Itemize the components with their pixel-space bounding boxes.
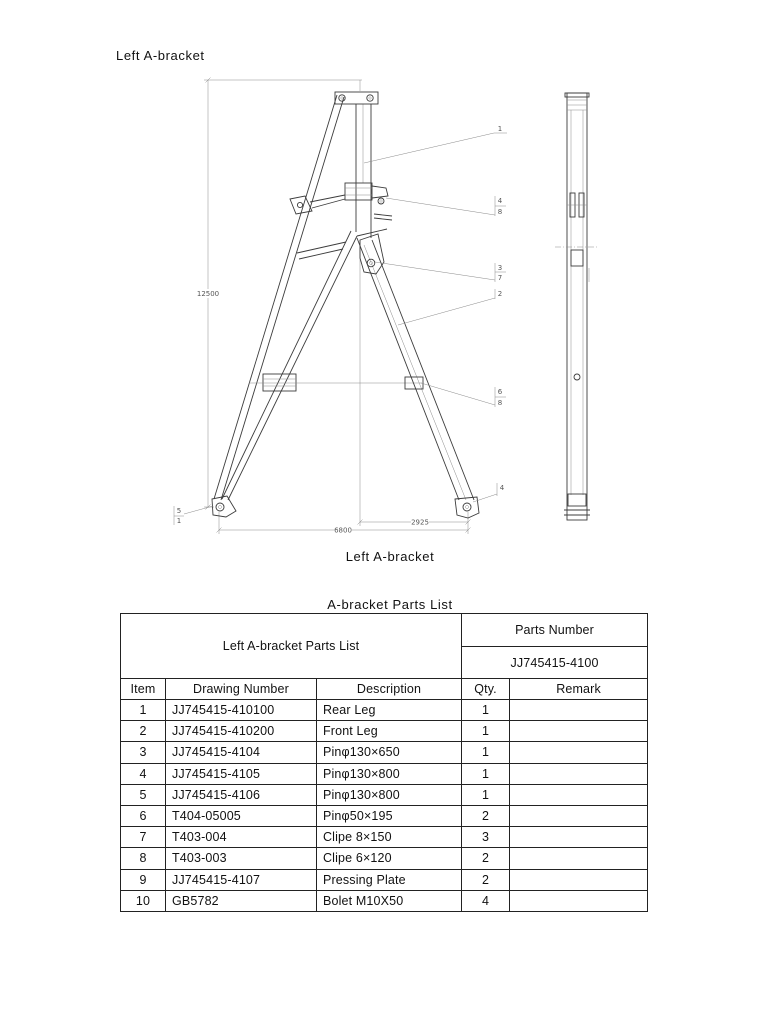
left-lug-pin xyxy=(297,202,302,207)
drawing-number-cell: JJ745415-4105 xyxy=(166,763,317,784)
post-right-lug xyxy=(372,186,388,198)
remark-cell xyxy=(510,805,648,826)
left-lug-plate xyxy=(290,196,312,214)
callout-3 xyxy=(375,262,506,282)
drawing-number-cell: T404-05005 xyxy=(166,805,317,826)
callout-3-leader xyxy=(375,262,495,280)
callout-5-label-bottom: 8 xyxy=(497,399,503,407)
left-foot-pin xyxy=(216,503,224,511)
remark-cell xyxy=(510,784,648,805)
item-cell: 5 xyxy=(121,784,166,805)
description-cell: Pinφ130×800 xyxy=(317,784,462,805)
front-leg-right-edge xyxy=(372,240,474,500)
callout-2 xyxy=(386,196,506,216)
callout-6 xyxy=(473,483,505,502)
item-cell: 1 xyxy=(121,700,166,721)
remark-cell xyxy=(510,890,648,911)
drawing-caption: Left A-bracket xyxy=(345,549,435,564)
height-dimension-label: 12500 xyxy=(196,290,220,298)
item-cell: 7 xyxy=(121,827,166,848)
description-cell: Front Leg xyxy=(317,721,462,742)
side-view-apex-block xyxy=(571,250,583,266)
callout-2-label-bottom: 8 xyxy=(497,208,503,216)
remark-cell xyxy=(510,827,648,848)
top-pin-right-hole xyxy=(369,97,371,99)
drawing-number-cell: JJ745415-4107 xyxy=(166,869,317,890)
callout-1-label: 1 xyxy=(497,125,503,133)
side-view xyxy=(555,93,599,520)
drawing-number-cell: GB5782 xyxy=(166,890,317,911)
drawing-number-cell: T403-003 xyxy=(166,848,317,869)
table-row xyxy=(121,784,648,805)
side-view-foot-block xyxy=(568,494,586,506)
table-row xyxy=(121,721,648,742)
description-cell: Bolet M10X50 xyxy=(317,890,462,911)
callout-7 xyxy=(174,506,213,525)
side-view-top-cap xyxy=(565,93,589,97)
table-row xyxy=(121,742,648,763)
header-item: Item xyxy=(121,679,166,700)
rear-leg-outer-chord xyxy=(214,95,337,499)
callout-3-label-top: 3 xyxy=(497,264,503,272)
callout-7-leader xyxy=(184,506,213,514)
drawing-number-cell: JJ745415-410100 xyxy=(166,700,317,721)
item-cell: 8 xyxy=(121,848,166,869)
callout-1 xyxy=(364,125,507,163)
header-qty: Qty. xyxy=(462,679,510,700)
table-row xyxy=(121,700,648,721)
drawing-number-cell: JJ745415-4104 xyxy=(166,742,317,763)
item-cell: 2 xyxy=(121,721,166,742)
side-view-body xyxy=(567,93,587,520)
span-dimension-label: 2925 xyxy=(411,518,429,527)
remark-cell xyxy=(510,848,648,869)
header-drawing-number: Drawing Number xyxy=(166,679,317,700)
left-lug-link-upper xyxy=(310,195,345,202)
qty-cell: 1 xyxy=(462,700,510,721)
remark-cell xyxy=(510,869,648,890)
remark-cell xyxy=(510,742,648,763)
vertical-post xyxy=(335,92,392,238)
callout-5-label-top: 6 xyxy=(497,388,503,396)
description-cell: Pressing Plate xyxy=(317,869,462,890)
width-dimension-label: 6800 xyxy=(334,526,352,535)
post-right-mark-2 xyxy=(374,218,392,220)
description-cell: Clipe 6×120 xyxy=(317,848,462,869)
post-right-mark-1 xyxy=(374,214,392,216)
front-leg-flange-line xyxy=(364,245,466,500)
callout-4 xyxy=(398,289,502,325)
qty-cell: 1 xyxy=(462,784,510,805)
top-pin-left-hole xyxy=(341,97,343,99)
table-row xyxy=(121,827,648,848)
left-foot xyxy=(212,496,236,517)
qty-cell: 3 xyxy=(462,827,510,848)
right-foot-pin xyxy=(463,503,471,511)
callout-6-leader xyxy=(473,494,497,502)
rear-leg-upper-brace-edge xyxy=(299,249,343,259)
header-description: Description xyxy=(317,679,462,700)
callout-7-label-top: 5 xyxy=(176,507,182,515)
right-foot-pin-hole xyxy=(466,506,469,509)
callout-4-label: 2 xyxy=(497,290,503,298)
left-foot-pin-hole xyxy=(219,506,222,509)
callout-3-label-bottom: 7 xyxy=(497,274,503,282)
callout-2-label-top: 4 xyxy=(497,197,503,205)
table-caption: A-bracket Parts List xyxy=(327,597,453,612)
table-row xyxy=(121,869,648,890)
qty-cell: 1 xyxy=(462,742,510,763)
top-pin-left xyxy=(339,95,345,101)
parts-list-title: Left A-bracket Parts List xyxy=(121,614,462,679)
header-remark: Remark xyxy=(510,679,648,700)
a-bracket-drawing xyxy=(160,70,610,550)
rear-leg-lower-bracket xyxy=(263,374,296,391)
description-cell: Pinφ130×800 xyxy=(317,763,462,784)
front-leg-top-plate xyxy=(357,229,387,236)
post-right-pin-hole xyxy=(380,200,382,202)
rear-leg-upper-brace xyxy=(297,242,346,253)
table-row xyxy=(121,890,648,911)
drawing-number-cell: T403-004 xyxy=(166,827,317,848)
callout-7-label-bottom: 1 xyxy=(176,517,182,525)
qty-cell: 1 xyxy=(462,721,510,742)
table-header-row xyxy=(121,679,648,700)
callout-2-leader xyxy=(386,198,495,215)
table-row xyxy=(121,848,648,869)
side-view-hole xyxy=(574,374,580,380)
top-pin-cap xyxy=(335,92,378,104)
description-cell: Rear Leg xyxy=(317,700,462,721)
description-cell: Clipe 8×150 xyxy=(317,827,462,848)
table-row xyxy=(121,763,648,784)
left-lug xyxy=(290,195,345,214)
table-title-row xyxy=(121,614,648,647)
description-cell: Pinφ130×650 xyxy=(317,742,462,763)
front-leg-left-edge xyxy=(357,238,459,500)
description-cell: Pinφ50×195 xyxy=(317,805,462,826)
post-right-pin xyxy=(378,198,384,204)
parts-number-value: JJ745415-4100 xyxy=(462,647,648,679)
callout-4-leader xyxy=(398,298,495,325)
remark-cell xyxy=(510,763,648,784)
rear-leg-outer-chord-edge xyxy=(221,97,344,500)
qty-cell: 4 xyxy=(462,890,510,911)
qty-cell: 2 xyxy=(462,869,510,890)
item-cell: 6 xyxy=(121,805,166,826)
item-cell: 10 xyxy=(121,890,166,911)
qty-cell: 1 xyxy=(462,763,510,784)
callout-1-leader xyxy=(364,133,494,163)
rear-leg-inner-chord xyxy=(222,231,351,499)
qty-cell: 2 xyxy=(462,848,510,869)
post-pin-box xyxy=(345,183,372,200)
callout-5 xyxy=(421,383,506,407)
parts-number-label: Parts Number xyxy=(462,614,648,647)
item-cell: 9 xyxy=(121,869,166,890)
callout-6-label: 4 xyxy=(499,484,505,492)
qty-cell: 2 xyxy=(462,805,510,826)
drawing-number-cell: JJ745415-4106 xyxy=(166,784,317,805)
table-row xyxy=(121,805,648,826)
top-pin-right xyxy=(367,95,373,101)
parts-table xyxy=(120,613,648,912)
rear-leg-inner-chord-edge xyxy=(228,236,357,500)
rear-leg xyxy=(214,95,357,500)
drawing-number-cell: JJ745415-410200 xyxy=(166,721,317,742)
remark-cell xyxy=(510,700,648,721)
item-cell: 3 xyxy=(121,742,166,763)
front-leg xyxy=(357,229,474,500)
page-title: Left A-bracket xyxy=(116,48,205,63)
item-cell: 4 xyxy=(121,763,166,784)
remark-cell xyxy=(510,721,648,742)
